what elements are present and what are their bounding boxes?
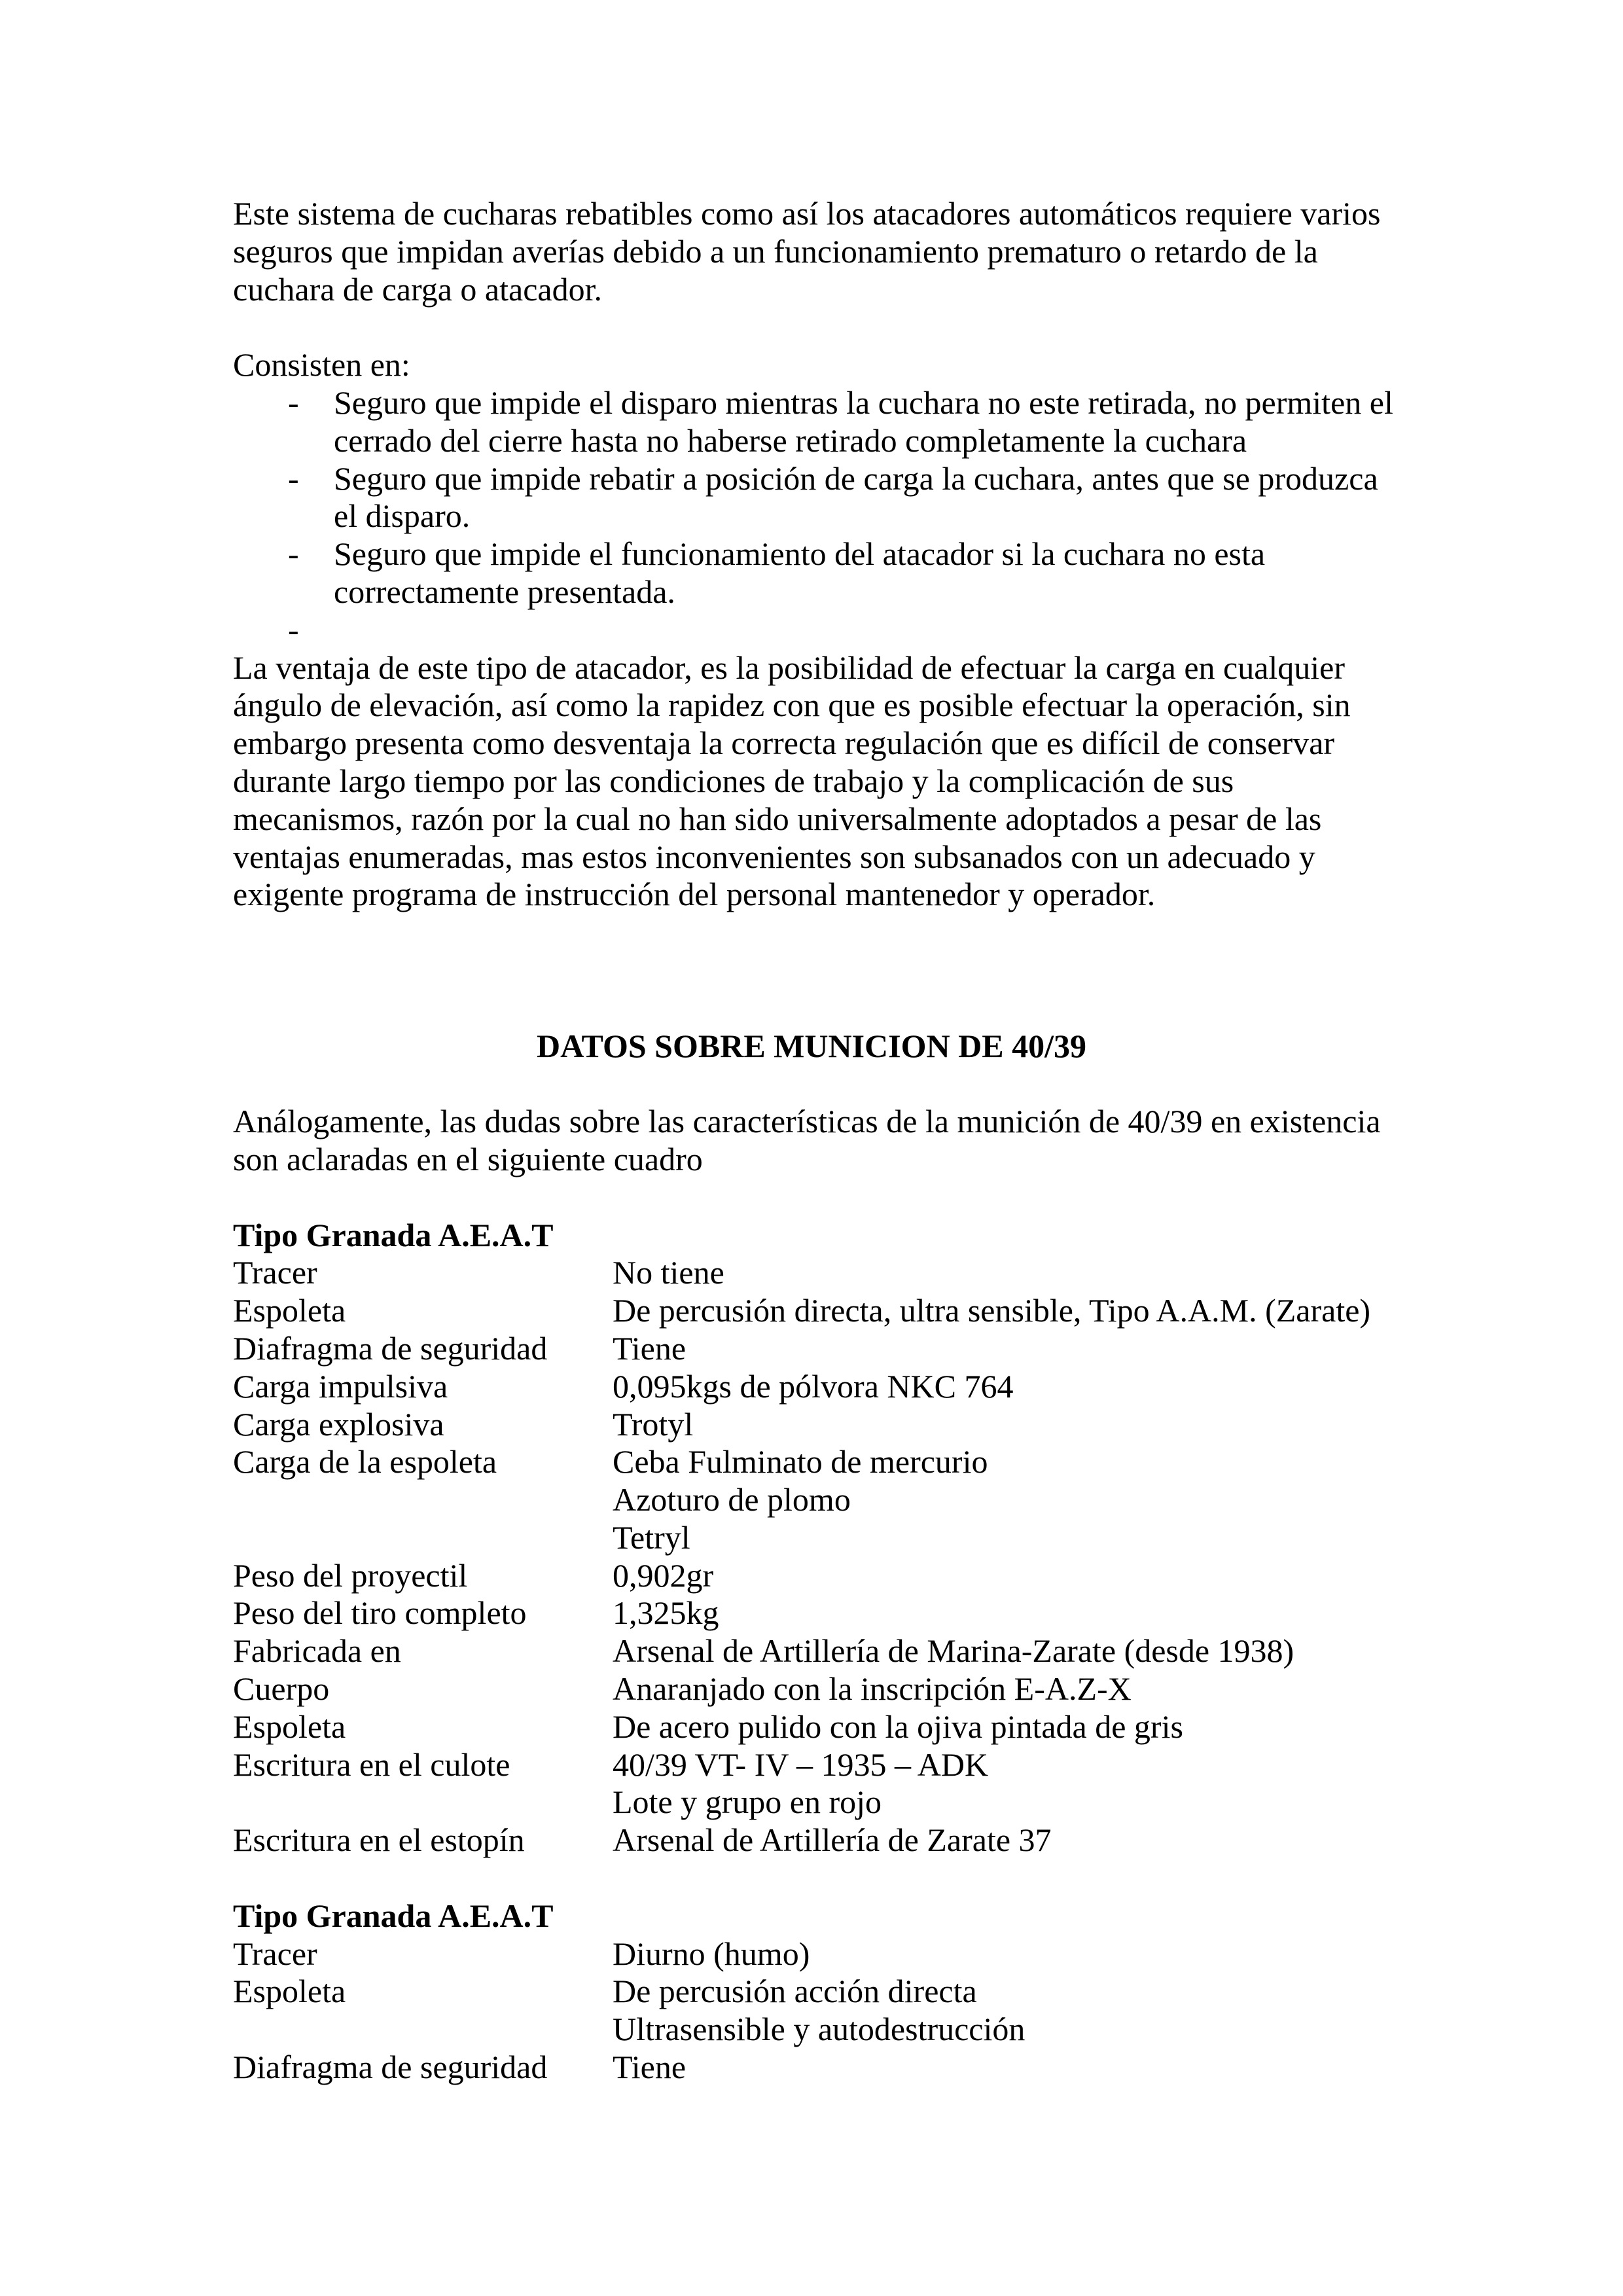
table-row	[233, 1594, 1411, 1632]
table-row	[233, 1557, 1411, 1595]
text-line: Seguro que impide el funcionamiento del atacador si la cuchara no esta	[334, 535, 1266, 573]
text-line: exigente programa de instrucción del personal mantenedor y operador.	[233, 876, 1156, 913]
table-row	[233, 1368, 1411, 1406]
row-label: Carga impulsiva	[233, 1367, 448, 1405]
ammo-table-1	[233, 1217, 1411, 1860]
spacer	[233, 990, 1411, 1028]
row-value: 0,095kgs de pólvora NKC 764	[613, 1367, 1014, 1405]
row-value: Ceba Fulminato de mercurio	[613, 1443, 988, 1480]
ammo-table-2	[233, 1897, 1411, 2087]
row-value: De acero pulido con la ojiva pintada de gris	[613, 1708, 1183, 1745]
table-row	[233, 2011, 1411, 2049]
row-value: Arsenal de Artillería de Marina-Zarate (desde 1938)	[613, 1632, 1294, 1670]
dash-marker: -	[288, 384, 299, 421]
row-value: Tiene	[613, 2049, 687, 2086]
table-row	[233, 1406, 1411, 1444]
text-line: Seguro que impide el disparo mientras la cuchara no este retirada, no permiten el	[334, 384, 1393, 421]
intro-paragraph	[233, 195, 1411, 308]
table-title: Tipo Granada A.E.A.T	[233, 1216, 554, 1253]
table-row	[233, 1935, 1411, 1973]
text-line: durante largo tiempo por las condiciones de trabajo y la complicación de sus	[233, 762, 1234, 799]
table-row	[233, 1292, 1411, 1330]
table-row	[233, 1254, 1411, 1292]
table-row	[233, 1519, 1411, 1557]
table-row	[233, 1821, 1411, 1859]
row-label: Espoleta	[233, 1708, 346, 1745]
row-label: Carga de la espoleta	[233, 1443, 497, 1480]
row-value: De percusión directa, ultra sensible, Tipo A.A.M. (Zarate)	[613, 1292, 1371, 1329]
row-label: Diafragma de seguridad	[233, 1329, 548, 1367]
text-line: mecanismos, razón por la cual no han sido universalmente adoptados a pesar de las	[233, 800, 1322, 837]
row-label: Peso del proyectil	[233, 1556, 468, 1594]
text-line: el disparo.	[334, 497, 471, 535]
table-row	[233, 2049, 1411, 2087]
section-heading: DATOS SOBRE MUNICION DE 40/39	[537, 1027, 1086, 1064]
table-row	[233, 1746, 1411, 1784]
table-row	[233, 1973, 1411, 2011]
row-value: De percusión acción directa	[613, 1973, 977, 2010]
row-value: No tiene	[613, 1254, 724, 1291]
row-value: 1,325kg	[613, 1594, 719, 1632]
dash-marker: -	[288, 611, 299, 648]
row-label: Cuerpo	[233, 1670, 330, 1708]
row-label: Espoleta	[233, 1973, 346, 2010]
empty-line	[334, 611, 1411, 649]
spacer	[233, 1065, 1411, 1103]
table-title: Tipo Granada A.E.A.T	[233, 1897, 554, 1934]
row-value: 0,902gr	[613, 1556, 714, 1594]
row-label: Peso del tiro completo	[233, 1594, 527, 1632]
table-row	[233, 1481, 1411, 1519]
document-page	[233, 195, 1411, 2087]
row-value: Tetryl	[613, 1518, 690, 1556]
row-value: Trotyl	[613, 1405, 694, 1443]
row-label: Carga explosiva	[233, 1405, 444, 1443]
text-line: seguros que impidan averías debido a un funcionamiento prematuro o retardo de la	[233, 232, 1318, 270]
row-value: Anaranjado con la inscripción E-A.Z-X	[613, 1670, 1132, 1708]
row-label: Diafragma de seguridad	[233, 2049, 548, 2086]
safety-list	[233, 384, 1411, 649]
spacer	[233, 952, 1411, 990]
list-item-empty	[233, 611, 1411, 649]
table-row	[233, 1632, 1411, 1670]
dash-marker: -	[288, 535, 299, 573]
list-item	[233, 384, 1411, 460]
row-value: Arsenal de Artillería de Zarate 37	[613, 1821, 1052, 1859]
table-row	[233, 1443, 1411, 1481]
row-value: Diurno (humo)	[613, 1935, 810, 1972]
row-label: Escritura en el estopín	[233, 1821, 525, 1859]
row-label: Escritura en el culote	[233, 1746, 510, 1783]
text-line: ventajas enumeradas, mas estos inconvenientes son subsanados con un adecuado y	[233, 838, 1315, 875]
dash-marker: -	[288, 459, 299, 497]
list-item	[233, 535, 1411, 611]
row-value: Tiene	[613, 1329, 687, 1367]
text-line: cuchara de carga o atacador.	[233, 270, 602, 308]
text-line: Análogamente, las dudas sobre las características de la munición de 40/39 en existencia	[233, 1103, 1381, 1140]
text-line: La ventaja de este tipo de atacador, es la posibilidad de efectuar la carga en cualquier	[233, 649, 1346, 686]
text-line: Este sistema de cucharas rebatibles como así los atacadores automáticos requiere varios	[233, 195, 1381, 232]
row-label: Tracer	[233, 1935, 317, 1972]
spacer	[233, 1859, 1411, 1897]
consisten-label: Consisten en:	[233, 346, 410, 384]
row-label: Tracer	[233, 1254, 317, 1291]
spacer	[233, 1179, 1411, 1217]
table-row	[233, 1784, 1411, 1821]
text-line: embargo presenta como desventaja la correcta regulación que es difícil de conservar	[233, 725, 1335, 762]
spacer	[233, 914, 1411, 952]
spacer	[233, 308, 1411, 346]
list-item	[233, 460, 1411, 536]
text-line: ángulo de elevación, así como la rapidez con que es posible efectuar la operación, sin	[233, 687, 1351, 724]
row-value: Lote y grupo en rojo	[613, 1784, 882, 1821]
text-line: correctamente presentada.	[334, 573, 675, 610]
row-value: Ultrasensible y autodestrucción	[613, 2011, 1026, 2048]
ventaja-paragraph	[233, 649, 1411, 914]
text-line: cerrado del cierre hasta no haberse retirado completamente la cuchara	[334, 422, 1247, 459]
row-value: Azoturo de plomo	[613, 1481, 851, 1518]
row-value: 40/39 VT- IV – 1935 – ADK	[613, 1746, 989, 1783]
row-label: Fabricada en	[233, 1632, 401, 1670]
table-row	[233, 1708, 1411, 1746]
section-intro	[233, 1103, 1411, 1179]
text-line: son aclaradas en el siguiente cuadro	[233, 1140, 703, 1177]
row-label: Espoleta	[233, 1292, 346, 1329]
table-row	[233, 1670, 1411, 1708]
text-line: Seguro que impide rebatir a posición de carga la cuchara, antes que se produzca	[334, 459, 1378, 497]
table-row	[233, 1330, 1411, 1368]
